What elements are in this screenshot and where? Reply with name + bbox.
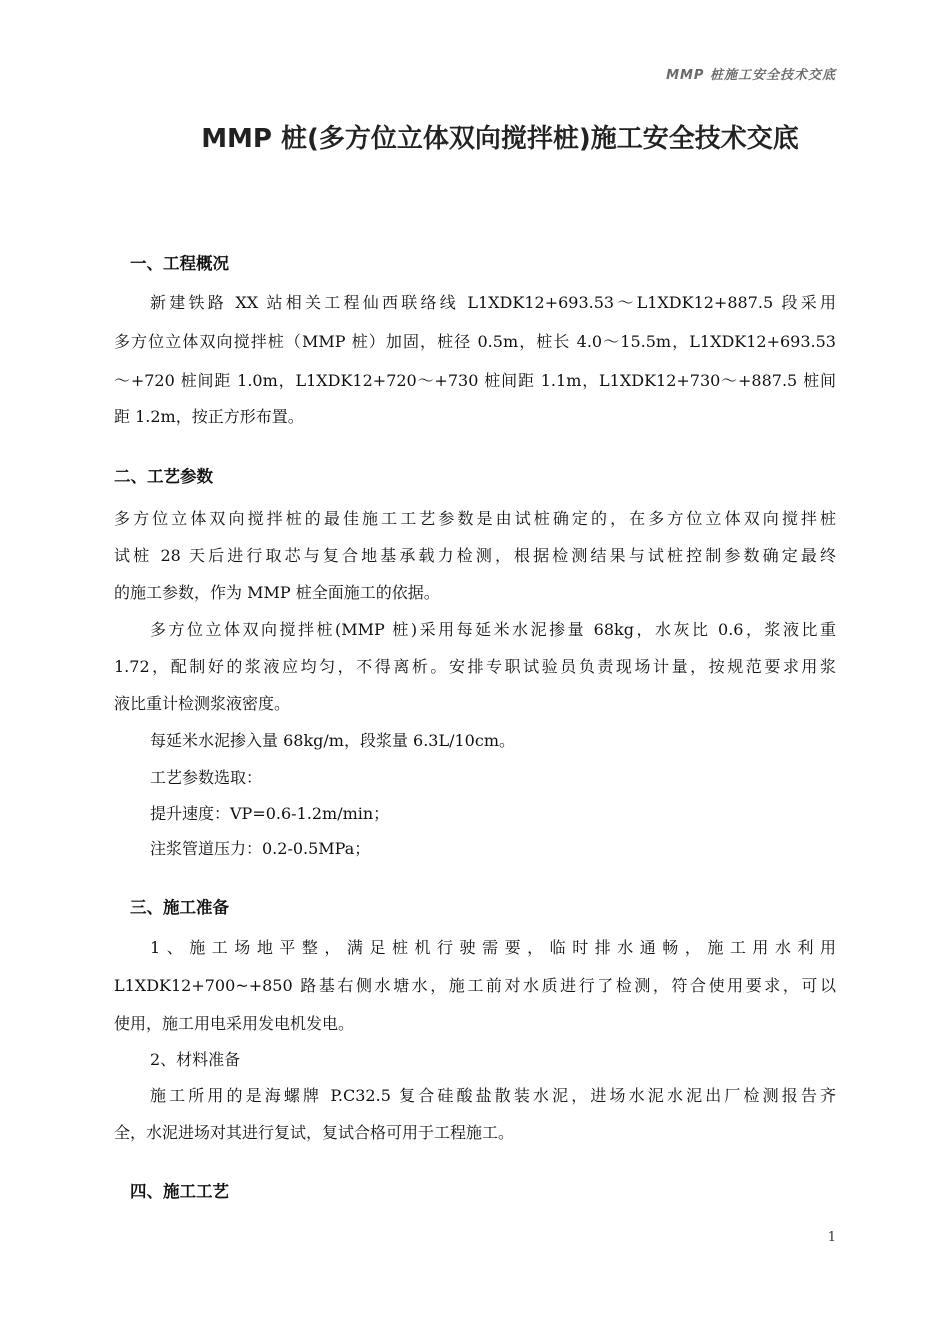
section-heading-overview: 一、工程概况 [130, 254, 229, 273]
paragraph-line: 距 1.2m，按正方形布置。 [114, 407, 304, 426]
paragraph-line: 注浆管道压力：0.2-0.5MPa； [150, 839, 371, 858]
paragraph-line: 施工所用的是海螺牌 P.C32.5 复合硅酸盐散装水泥，进场水泥水泥出厂检测报告齐 [150, 1086, 836, 1105]
paragraph-line: 新建铁路 XX 站相关工程仙西联络线 L1XDK12+693.53～L1XDK12+887.5 段采用 [150, 293, 836, 312]
paragraph-line: L1XDK12+700~+850 路基右侧水塘水，施工前对水质进行了检测，符合使用要求，可以 [114, 976, 836, 995]
paragraph-line: 使用，施工用电采用发电机发电。 [114, 1014, 355, 1033]
paragraph-line: 多方位立体双向搅拌桩的最佳施工工艺参数是由试桩确定的，在多方位立体双向搅拌桩 [114, 509, 836, 528]
paragraph-line: 提升速度：VP=0.6-1.2m/min； [150, 804, 390, 823]
paragraph-line: 2、材料准备 [150, 1050, 241, 1069]
paragraph-line: 全，水泥进场对其进行复试，复试合格可用于工程施工。 [114, 1123, 515, 1142]
paragraph-line: ～+720 桩间距 1.0m，L1XDK12+720～+730 桩间距 1.1m，L1XDK12+730～+887.5 桩间 [114, 371, 836, 390]
paragraph-line: 多方位立体双向搅拌桩（MMP 桩）加固，桩径 0.5m，桩长 4.0～15.5m，L1XDK12+693.53 [114, 332, 836, 351]
section-heading-parameters: 二、工艺参数 [114, 467, 213, 486]
paragraph-line: 液比重计检测浆液密度。 [114, 694, 291, 713]
paragraph-line: 1、施工场地平整，满足桩机行驶需要，临时排水通畅，施工用水利用 [150, 938, 836, 957]
paragraph-line: 多方位立体双向搅拌桩(MMP 桩)采用每延米水泥掺量 68kg，水灰比 0.6，浆液比重 [150, 620, 836, 639]
paragraph-line: 每延米水泥掺入量 68kg/m，段浆量 6.3L/10cm。 [150, 731, 515, 750]
header-note: MMP 桩施工安全技术交底 [666, 68, 836, 83]
section-heading-process: 四、施工工艺 [130, 1182, 229, 1201]
section-heading-preparation: 三、施工准备 [130, 898, 229, 917]
page-number: 1 [827, 1230, 836, 1245]
document-title: MMP 桩(多方位立体双向搅拌桩)施工安全技术交底 [201, 124, 799, 154]
paragraph-line: 1.72，配制好的浆液应均匀，不得离析。安排专职试验员负责现场计量，按规范要求用浆 [114, 657, 836, 676]
paragraph-line: 试桩 28 天后进行取芯与复合地基承载力检测，根据检测结果与试桩控制参数确定最终 [114, 546, 836, 565]
paragraph-line: 的施工参数，作为 MMP 桩全面施工的依据。 [114, 583, 440, 602]
paragraph-line: 工艺参数选取： [150, 768, 263, 787]
